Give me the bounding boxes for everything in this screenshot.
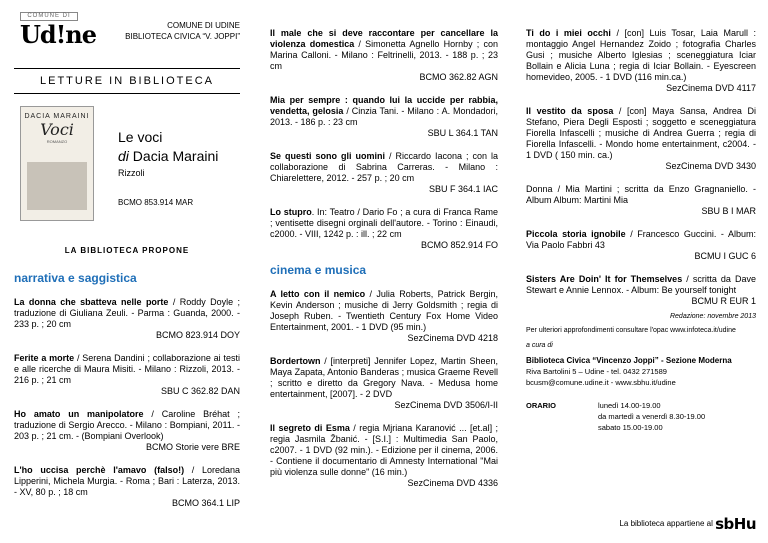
- opening-hours-list: [598, 400, 705, 433]
- cover-author: DACIA MARAINI: [24, 113, 90, 120]
- entry-shelfmark: SezCinema DVD 4117: [666, 83, 756, 93]
- entry-title: Lo stupro: [270, 207, 312, 217]
- entry-shelfmark: SezCinema DVD 4218: [407, 333, 498, 343]
- hours-line-3: sabato 15.00-19.00: [598, 423, 663, 432]
- featured-title: [118, 128, 218, 166]
- section-narrativa: narrativa e saggistica: [14, 271, 137, 285]
- entry-shelfmark: BCMO 362.82 AGN: [419, 72, 498, 82]
- sbhu-logo: sbHu: [715, 515, 756, 533]
- footer: [526, 515, 756, 533]
- catalog-entry: [270, 95, 498, 139]
- catalog-entry: [526, 274, 756, 307]
- entry-shelfmark: SBU L 364.1 TAN: [427, 128, 498, 138]
- entry-shelfmark: SBU B I MAR: [701, 206, 756, 216]
- header: [14, 12, 240, 56]
- catalog-entry: [14, 353, 240, 397]
- entry-shelfmark: SBU F 364.1 IAC: [428, 184, 498, 194]
- entry-list-middle: [270, 28, 498, 251]
- catalog-entry: [270, 207, 498, 251]
- catalog-entry: [270, 289, 498, 344]
- org-line-2: BIBLIOTECA CIVICA “V. JOPPI”: [125, 32, 240, 41]
- entry-shelfmark: SBU C 362.82 DAN: [160, 386, 240, 396]
- library-contact: bcusm@comune.udine.it - www.sbhu.it/udine: [526, 378, 676, 387]
- cover-title: Voci: [40, 120, 74, 139]
- hours-line-2: da martedì a venerdì 8.30-19.00: [598, 412, 706, 421]
- entry-title: Ti do i miei occhi: [526, 28, 611, 38]
- entry-detail: / [con] Luis Tosar, Laia Marull : montaggio Angel Hernandez Zoido ; fotografia Charles Gusi ; musiche Alberto Iglesias ; sceneggiatura Iciar Bollain e Alicia Luna ; regia di Iciar Bollain. - Eyescreen homevideo, 2005. - 1 DVD (116 min.ca.): [526, 28, 756, 82]
- featured-book: [14, 106, 240, 226]
- propone-heading: LA BIBLIOTECA PROPONE: [64, 246, 190, 255]
- org-line-1: COMUNE DI UDINE: [167, 21, 240, 30]
- catalog-entry: [270, 423, 498, 489]
- cover-subtitle: ROMANZO: [46, 139, 68, 144]
- entry-detail: / Cinzia Tani. - Milano : A. Mondadori, 2013. - 186 p. : 23 cm: [270, 106, 498, 127]
- banner-title: LETTURE IN BIBLIOTECA: [14, 68, 240, 94]
- entry-shelfmark: BCMU R EUR 1: [691, 296, 756, 306]
- entry-detail: / Simonetta Agnello Hornby ; con Marina Calloni. - Milano : Feltrinelli, 2013. - 188 p. ; 23 cm: [270, 39, 499, 71]
- entry-title: Il vestito da sposa: [526, 106, 614, 116]
- cover-artwork: [27, 162, 87, 210]
- featured-author-prefix: di: [118, 148, 129, 164]
- catalog-entry: [14, 297, 240, 341]
- entry-detail: / Roddy Doyle ; traduzione di Giuliana Zeuli. - Parma : Guanda, 2000. - 233 p. ; 20 cm: [14, 297, 241, 329]
- entry-shelfmark: BCMU I GUC 6: [694, 251, 756, 261]
- logo-small-text: COMUNE DI: [20, 12, 78, 21]
- entry-detail: / Loredana Lipperini, Michela Murgia. - Roma ; Bari : Laterza, 2013. - XV, 80 p. ; 18 cm: [14, 465, 240, 497]
- entry-title: L'ho uccisa perchè l'amavo (falso!): [14, 465, 185, 475]
- curated-by: a cura di: [526, 342, 553, 349]
- catalog-entry: [526, 229, 756, 262]
- featured-location: BCMO 853.914 MAR: [118, 198, 194, 207]
- entry-detail: / Riccardo Iacona ; con la collaborazione di Sabrina Carreras. - Milano : Chiarelettere, 2012. - 257 p. ; 20 cm: [270, 151, 498, 183]
- entry-title: Sisters Are Doin' It for Themselves: [526, 274, 683, 284]
- featured-title-text: Le voci: [118, 129, 163, 145]
- catalog-entry: [526, 28, 756, 94]
- column-middle: [262, 0, 506, 543]
- entry-shelfmark: BCMO Storie vere BRE: [145, 442, 240, 452]
- entry-title: Mia per sempre : quando lui la uccide per rabbia, vendetta, gelosia: [270, 95, 498, 116]
- entry-detail: / Caroline Bréhat ; traduzione di Sergio Arecco. - Milano : Bompiani, 2011. - 203 p. ; 21 cm. - (Bompiani Overlook): [14, 409, 240, 441]
- entry-detail: / Julia Roberts, Patrick Bergin, Kevin Anderson ; musiche di Jerry Goldsmith ; regia di Joseph Ruben. - Twentieth Century Fox Home Video Entertainment, 2001. - 1 DVD (95 min.): [270, 289, 498, 332]
- entry-list-left: [14, 297, 240, 509]
- entry-title: Piccola storia ignobile: [526, 229, 626, 239]
- entry-detail: / [con] Maya Sansa, Andrea Di Stefano, Piera Degli Esposti ; soggetto e sceneggiatura Fiorella Infascelli ; musiche di Andrea Guerra ; regia di Fiorella Infascelli. - Mondo home entertainment, c2004. - 1 DVD ( 150 min. ca.): [526, 106, 756, 160]
- catalog-entry: [14, 409, 240, 453]
- featured-author: Dacia Maraini: [132, 148, 219, 164]
- catalog-entry: [270, 28, 498, 83]
- entry-title: Il segreto di Esma: [270, 423, 350, 433]
- entry-title: Se questi sono gli uomini: [270, 151, 385, 161]
- entry-shelfmark: BCMO 823.914 DOY: [155, 330, 240, 340]
- redazione: Redazione: novembre 2013: [669, 313, 756, 320]
- library-address: Riva Bartolini 5 – Udine - tel. 0432 271589: [526, 367, 667, 376]
- entry-detail: / Francesco Guccini. - Album: Via Paolo Fabbri 43: [526, 229, 756, 250]
- catalog-entry: [526, 184, 756, 217]
- entry-title: Bordertown: [270, 356, 321, 366]
- opening-hours: [526, 400, 756, 442]
- catalog-entry: [270, 356, 498, 411]
- entry-detail: / regia Mjriana Karanović ... [et.al] ; regia Jasmila Žbanić. - [S.I.] : Multimedia San Paolo, c2007. - 1 DVD (92 min.). - Edizione per il cinema, 2006. - Contiene il documentario di Amnesty International "Mai più violenza sulle donne" (16 min.): [270, 423, 499, 477]
- entry-shelfmark: SezCinema DVD 3430: [665, 161, 756, 171]
- section-cinema: cinema e musica: [270, 263, 367, 277]
- entry-title: La donna che sbatteva nelle porte: [14, 297, 169, 307]
- library-name: Biblioteca Civica “Vincenzo Joppi” - Sezione Moderna: [526, 356, 732, 365]
- catalog-entry: [526, 106, 756, 172]
- catalog-entry: [14, 465, 240, 509]
- org-name: [125, 20, 240, 42]
- entry-detail: Donna / Mia Martini ; scritta da Enzo Gragnaniello. - Album Album: Martini Mia: [526, 184, 756, 205]
- opening-hours-label: ORARIO: [526, 401, 556, 410]
- entry-title: Ferite a morte: [14, 353, 75, 363]
- entry-title: Ho amato un manipolatore: [14, 409, 144, 419]
- entry-list-cinema: [270, 289, 498, 489]
- footer-text: La biblioteca appartiene al: [619, 519, 713, 529]
- entry-detail: . In: Teatro / Dario Fo ; a cura di Franca Rame ; ventisette disegni orginali dell'autore. - Torino : Einaudi, c2000. - VIII, 1242 p. : ill. ; 22 cm: [270, 207, 498, 239]
- entry-shelfmark: BCMO 852.914 FO: [420, 240, 498, 250]
- entry-title: A letto con il nemico: [270, 289, 366, 299]
- entry-shelfmark: SezCinema DVD 3506/I-II: [394, 400, 498, 410]
- entry-shelfmark: BCMO 364.1 LIP: [171, 498, 240, 508]
- entry-shelfmark: SezCinema DVD 4336: [407, 478, 498, 488]
- book-cover: [20, 106, 94, 221]
- entry-detail: / Serena Dandini ; collaborazione ai testi e alle ricerche di Maura Misiti. - Milano : Rizzoli, 2013. - 216 p. ; 21 cm: [14, 353, 240, 385]
- logo-text: Ud!ne: [20, 20, 96, 49]
- catalog-entry: [270, 151, 498, 195]
- entry-detail: / scritta da Dave Stewart e Annie Lennox. - Album: Be yourself tonight: [526, 274, 757, 295]
- column-right: [518, 0, 764, 543]
- udine-logo: [20, 12, 96, 52]
- hours-line-1: lunedì 14.00-19.00: [598, 401, 661, 410]
- featured-publisher: Rizzoli: [118, 168, 145, 178]
- entry-detail: / [interpreti] Jennifer Lopez, Martin Sheen, Maya Zapata, Antonio Banderas ; musica Graeme Revell ; scritto e diretto da Gregory Nava. - Medusa home entertainment, [2007]. - 2 DVD: [270, 356, 498, 399]
- entry-title: Il male che si deve raccontare per cancellare la violenza domestica: [270, 28, 498, 49]
- opac-info: Per ulteriori approfondimenti consultare l'opac www.infoteca.it/udine: [526, 327, 736, 334]
- column-left: [0, 0, 256, 543]
- entry-list-right: [526, 28, 756, 307]
